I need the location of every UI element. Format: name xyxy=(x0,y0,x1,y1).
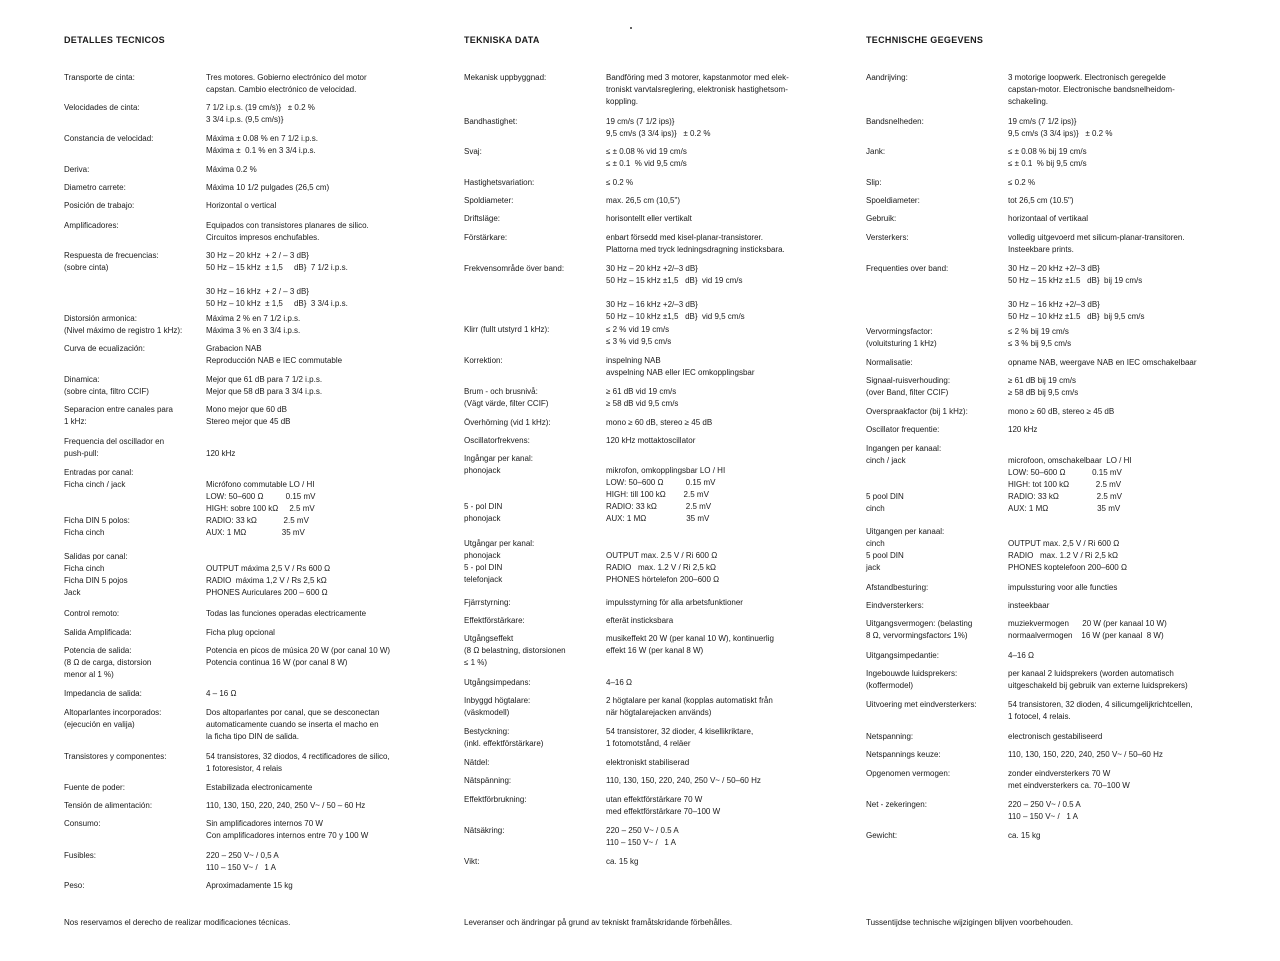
spec-label: Effektförstärkare: xyxy=(464,616,525,625)
spec-value: per kanaal 2 luidsprekers (worden automatisch uitgeschakeld bij gebruik van externe luidsprekers) xyxy=(1008,669,1188,690)
spec-label: Altoparlantes incorporados: (ejecución en valija) xyxy=(64,708,162,729)
spec-value: horizontaal of vertikaal xyxy=(1008,214,1089,223)
spec-value: 19 cm/s (7 1/2 ips)} 9,5 cm/s (3 3/4 ips)} ± 0.2 % xyxy=(1008,117,1113,138)
spec-label: Diametro carrete: xyxy=(64,183,126,192)
spec-label: Tensión de alimentación: xyxy=(64,801,153,810)
spec-value: electronisch gestabiliseerd xyxy=(1008,732,1103,741)
spec-value: muziekvermogen 20 W (per kanaal 10 W) normaalvermogen 16 W (per kanaal 8 W) xyxy=(1008,619,1167,640)
spec-label: Control remoto: xyxy=(64,609,120,618)
spec-value: Máxima ± 0.08 % en 7 1/2 i.p.s. Máxima ± 0.1 % en 3 3/4 i.p.s. xyxy=(206,134,318,155)
spec-value: Mono mejor que 60 dB Stereo mejor que 45 dB xyxy=(206,405,291,426)
spec-value: Estabilizada electronicamente xyxy=(206,783,313,792)
spec-label: Ingangen per kanaal: cinch / jack 5 pool DIN cinch xyxy=(866,444,942,513)
spec-label: Consumo: xyxy=(64,819,101,828)
spec-value: 110, 130, 150, 220, 240, 250 V~ / 50–60 Hz xyxy=(1008,750,1163,759)
spec-value: 30 Hz – 20 kHz +2/–3 dB} 50 Hz – 15 kHz ±1,5 dB} vid 19 cm/s 30 Hz – 16 kHz +2/–3 dB} 50 Hz – 10 kHz ±1,5 dB} vid 9,5 cm/s xyxy=(606,264,745,321)
footnote: Tussentijdse technische wijzigingen blijven voorbehouden. xyxy=(866,918,1073,927)
spec-value: ≤ 0.2 % xyxy=(1008,178,1036,187)
spec-value: OUTPUT máxima 2,5 V / Rs 600 Ω RADIO máxima 1,2 V / Rs 2,5 kΩ PHONES Auriculares 200 – 600 Ω xyxy=(206,564,331,597)
footnote: Nos reservamos el derecho de realizar modificaciones técnicas. xyxy=(64,918,291,927)
spec-value: 54 transistoren, 32 dioden, 4 silicumgelijkrichtcellen, 1 fotocel, 4 relais. xyxy=(1008,700,1193,721)
spec-value: mikrofon, omkopplingsbar LO / HI LOW: 50–600 Ω 0.15 mV HIGH: till 100 kΩ 2.5 mV RADIO: 33 kΩ 2.5 mV AUX: 1 MΩ 35 mV xyxy=(606,466,726,523)
spec-value: ≥ 61 dB vid 19 cm/s ≥ 58 dB vid 9,5 cm/s xyxy=(606,387,679,408)
spec-value: 7 1/2 i.p.s. (19 cm/s)} ± 0.2 % 3 3/4 i.p.s. (9,5 cm/s)} xyxy=(206,103,315,124)
spec-label: Netspannings keuze: xyxy=(866,750,941,759)
spec-label: Transporte de cinta: xyxy=(64,73,135,82)
spec-value: ≤ 0.2 % xyxy=(606,178,634,187)
spec-value: 4–16 Ω xyxy=(606,678,632,687)
spec-value: 220 – 250 V~ / 0.5 A 110 – 150 V~ / 1 A xyxy=(606,826,679,847)
spec-label: Separacion entre canales para 1 kHz: xyxy=(64,405,173,426)
column-heading: TEKNISKA DATA xyxy=(464,35,540,45)
spec-label: Brum - och brusnivå: (Vägt värde, filter CCIF) xyxy=(464,387,549,408)
spec-label: Distorsión armonica: (Nivel máximo de registro 1 kHz): xyxy=(64,314,183,335)
spec-label: Spoeldiameter: xyxy=(866,196,920,205)
spec-label: Posición de trabajo: xyxy=(64,201,135,210)
spec-label: Bestyckning: (inkl. effektförstärkare) xyxy=(464,727,544,748)
spec-value: OUTPUT max. 2.5 V / Ri 600 Ω RADIO max. 1.2 V / Ri 2,5 kΩ PHONES hörtelefon 200–600 Ω xyxy=(606,551,720,584)
spec-value: max. 26,5 cm (10,5") xyxy=(606,196,680,205)
spec-label: Transistores y componentes: xyxy=(64,752,167,761)
spec-label: Uitgangsimpedantie: xyxy=(866,651,939,660)
spec-label: Bandhastighet: xyxy=(464,117,518,126)
spec-value: ≤ ± 0.08 % vid 19 cm/s ≤ ± 0.1 % vid 9,5 cm/s xyxy=(606,147,687,168)
column-spanish xyxy=(64,0,444,961)
spec-value: utan effektförstärkare 70 W med effektförstärkare 70–100 W xyxy=(606,795,721,816)
spec-label: Slip: xyxy=(866,178,882,187)
spec-label: Salida Amplificada: xyxy=(64,628,132,637)
spec-label: Frequencia del oscillador en push-pull: xyxy=(64,437,165,458)
spec-value: Máxima 10 1/2 pulgades (26,5 cm) xyxy=(206,183,330,192)
spec-label: Versterkers: xyxy=(866,233,909,242)
spec-value: impulssturing voor alle functies xyxy=(1008,583,1118,592)
spec-label: Constancia de velocidad: xyxy=(64,134,154,143)
spec-value: Máxima 0.2 % xyxy=(206,165,257,174)
spec-label: Klirr (fullt utstyrd 1 kHz): xyxy=(464,325,550,334)
spec-label: Curva de ecualización: xyxy=(64,344,145,353)
spec-label: Vervormingsfactor: (voluitsturing 1 kHz) xyxy=(866,327,937,348)
spec-value: musikeffekt 20 W (per kanal 10 W), kontinuerlig effekt 16 W (per kanal 8 W) xyxy=(606,634,774,655)
spec-value: 110, 130, 150, 220, 240, 250 V~ / 50–60 Hz xyxy=(606,776,761,785)
spec-label: Nätsäkring: xyxy=(464,826,505,835)
spec-value: insteekbaar xyxy=(1008,601,1050,610)
spec-label: Inbyggd högtalare: (väskmodell) xyxy=(464,696,531,717)
footnote: Leveranser och ändringar på grund av tekniskt framåtskridande förbehålles. xyxy=(464,918,733,927)
spec-value: Horizontal o vertical xyxy=(206,201,277,210)
spec-label: Frequenties over band: xyxy=(866,264,949,273)
spec-value: 110, 130, 150, 220, 240, 250 V~ / 50 – 60 Hz xyxy=(206,801,366,810)
spec-label: Utgångsimpedans: xyxy=(464,678,531,687)
spec-value: ≤ ± 0.08 % bij 19 cm/s ≤ ± 0.1 % bij 9,5 cm/s xyxy=(1008,147,1087,168)
spec-label: Korrektion: xyxy=(464,356,503,365)
spec-value: 30 Hz – 20 kHz +2/–3 dB} 50 Hz – 15 kHz ±1.5 dB} bij 19 cm/s 30 Hz – 16 kHz +2/–3 dB} 50 Hz – 10 kHz ±1.5 dB} bij 9,5 cm/s xyxy=(1008,264,1145,321)
spec-label: Potencia de salida: (8 Ω de carga, distorsion menor al 1 %) xyxy=(64,646,152,679)
spec-label: Deriva: xyxy=(64,165,90,174)
spec-value: ca. 15 kg xyxy=(606,857,639,866)
spec-label: Opgenomen vermogen: xyxy=(866,769,951,778)
spec-label: Fjärrstyrning: xyxy=(464,598,511,607)
spec-label: Netspanning: xyxy=(866,732,914,741)
spec-value: 19 cm/s (7 1/2 ips)} 9,5 cm/s (3 3/4 ips)} ± 0.2 % xyxy=(606,117,711,138)
spec-label: Fusibles: xyxy=(64,851,97,860)
spec-label: Afstandbesturing: xyxy=(866,583,929,592)
spec-label: Driftsläge: xyxy=(464,214,501,223)
spec-value: microfoon, omschakelbaar LO / HI LOW: 50–600 Ω 0.15 mV HIGH: tot 100 kΩ 2.5 mV RADIO: 33 kΩ 2.5 mV AUX: 1 MΩ 35 mV xyxy=(1008,456,1132,513)
spec-value: 4–16 Ω xyxy=(1008,651,1034,660)
spec-label: Frekvensområde över band: xyxy=(464,264,565,273)
column-heading: DETALLES TECNICOS xyxy=(64,35,165,45)
spec-value: 120 kHz xyxy=(206,449,236,458)
spec-value: elektroniskt stabiliserad xyxy=(606,758,690,767)
spec-label: Salidas por canal: Ficha cinch Ficha DIN 5 pojos Jack xyxy=(64,552,128,597)
spec-value: Aproximadamente 15 kg xyxy=(206,881,293,890)
spec-value: 4 – 16 Ω xyxy=(206,689,237,698)
spec-label: Utgångseffekt (8 Ω belastning, distorsionen ≤ 1 %) xyxy=(464,634,566,667)
spec-value: Bandföring med 3 motorer, kapstanmotor med elek- troniskt varvtalsreglering, elektronisk hastighetsom- koppling. xyxy=(606,73,789,106)
spec-label: Bandsnelheden: xyxy=(866,117,924,126)
spec-value: 220 – 250 V~ / 0.5 A 110 – 150 V~ / 1 A xyxy=(1008,800,1081,821)
spec-label: Uitgangen per kanaal: cinch 5 pool DIN jack xyxy=(866,527,945,572)
spec-value: 3 motorige loopwerk. Electronisch geregelde capstan-motor. Electronische bandsnelheidom- schakeling. xyxy=(1008,73,1175,106)
spec-label: Nätspänning: xyxy=(464,776,512,785)
column-swedish xyxy=(464,0,844,961)
spec-label: Fuente de poder: xyxy=(64,783,125,792)
spec-label: Dinamica: (sobre cinta, filtro CCIF) xyxy=(64,375,149,396)
spec-value: zonder eindversterkers 70 W met eindversterkers ca. 70–100 W xyxy=(1008,769,1130,790)
spec-value: opname NAB, weergave NAB en IEC omschakelbaar xyxy=(1008,358,1197,367)
spec-label: Eindversterkers: xyxy=(866,601,924,610)
spec-value: 2 högtalare per kanal (kopplas automatiskt från när högtalarejacken används) xyxy=(606,696,773,717)
column-heading: TECHNISCHE GEGEVENS xyxy=(866,35,984,45)
spec-value: impulsstyrning för alla arbetsfunktioner xyxy=(606,598,743,607)
spec-label: Uitvoering met eindversterkers: xyxy=(866,700,977,709)
spec-label: Overspraakfactor (bij 1 kHz): xyxy=(866,407,968,416)
spec-label: Hastighetsvariation: xyxy=(464,178,535,187)
spec-label: Impedancia de salida: xyxy=(64,689,142,698)
spec-label: Oscillatorfrekvens: xyxy=(464,436,530,445)
spec-label: Ingångar per kanal: phonojack 5 - pol DIN phonojack xyxy=(464,454,533,523)
spec-value: inspelning NAB avspelning NAB eller IEC omkopplingsbar xyxy=(606,356,755,377)
spec-label: Förstärkare: xyxy=(464,233,508,242)
spec-value: Mejor que 61 dB para 7 1/2 i.p.s. Mejor que 58 dB para 3 3/4 i.p.s. xyxy=(206,375,323,396)
spec-value: 54 transistorer, 32 dioder, 4 kisellikriktare, 1 fotomotstånd, 4 reläer xyxy=(606,727,754,748)
spec-value: OUTPUT max. 2,5 V / Ri 600 Ω RADIO max. 1.2 V / Ri 2,5 kΩ PHONES koptelefoon 200–600 Ω xyxy=(1008,539,1127,572)
spec-label: Överhörning (vid 1 kHz): xyxy=(464,418,551,427)
spec-value: Grabacion NAB Reproducción NAB e IEC commutable xyxy=(206,344,343,365)
spec-label: Respuesta de frecuencias: (sobre cinta) xyxy=(64,251,159,272)
spec-value: Tres motores. Gobierno electrónico del motor capstan. Cambio electrónico de velocidad. xyxy=(206,73,367,94)
spec-value: ca. 15 kg xyxy=(1008,831,1041,840)
spec-label: Normalisatie: xyxy=(866,358,913,367)
spec-label: Svaj: xyxy=(464,147,482,156)
spec-label: Spoldiameter: xyxy=(464,196,514,205)
spec-label: Net - zekeringen: xyxy=(866,800,927,809)
spec-label: Oscillator frequentie: xyxy=(866,425,940,434)
spec-value: 54 transistores, 32 diodos, 4 rectificadores de silico, 1 fotoresistor, 4 relais xyxy=(206,752,390,773)
spec-value: enbart försedd med kisel-planar-transistorer. Plattorna med tryck ledningsdragning insticksbara. xyxy=(606,233,785,254)
spec-label: Signaal-ruisverhouding: (over Band, filter CCIF) xyxy=(866,376,951,397)
spec-value: Dos altoparlantes por canal, que se desconectan automaticamente cuando se inserta el macho en la ficha tipo DIN de salida. xyxy=(206,708,380,741)
spec-label: Uitgangsvermogen: (belasting 8 Ω, vervormingsfactor≤ 1%) xyxy=(866,619,973,640)
spec-value: Ficha plug opcional xyxy=(206,628,275,637)
spec-label: Gewicht: xyxy=(866,831,898,840)
spec-label: Entradas por canal: Ficha cinch / jack Ficha DIN 5 polos: Ficha cinch xyxy=(64,468,134,537)
spec-value: Potencia en picos de música 20 W (por canal 10 W) Potencia continua 16 W (por canal 8 W) xyxy=(206,646,391,667)
spec-value: ≤ 2 % vid 19 cm/s ≤ 3 % vid 9,5 cm/s xyxy=(606,325,672,346)
spec-label: Mekanisk uppbyggnad: xyxy=(464,73,547,82)
spec-label: Effektförbrukning: xyxy=(464,795,527,804)
spec-label: Ingebouwde luidsprekers: (koffermodel) xyxy=(866,669,958,690)
spec-label: Amplificadores: xyxy=(64,221,119,230)
spec-value: mono ≥ 60 dB, stereo ≥ 45 dB xyxy=(1008,407,1115,416)
spec-value: horisontellt eller vertikalt xyxy=(606,214,692,223)
spec-label: Nätdel: xyxy=(464,758,490,767)
spec-label: Peso: xyxy=(64,881,85,890)
spec-value: Máxima 2 % en 7 1/2 i.p.s. Máxima 3 % en 3 3/4 i.p.s. xyxy=(206,314,301,335)
spec-value: tot 26,5 cm (10.5") xyxy=(1008,196,1074,205)
spec-value: 220 – 250 V~ / 0,5 A 110 – 150 V~ / 1 A xyxy=(206,851,279,872)
spec-value: Equipados con transistores planares de silico. Circuitos impresos enchufables. xyxy=(206,221,369,242)
spec-value: 120 kHz xyxy=(1008,425,1038,434)
spec-label: Velocidades de cinta: xyxy=(64,103,140,112)
spec-value: mono ≥ 60 dB, stereo ≥ 45 dB xyxy=(606,418,713,427)
spec-value: Todas las funciones operadas electricamente xyxy=(206,609,367,618)
spec-label: Vikt: xyxy=(464,857,480,866)
spec-value: Sin amplificadores internos 70 W Con amplificadores internos entre 70 y 100 W xyxy=(206,819,369,840)
spec-label: Utgångar per kanal: phonojack 5 - pol DIN telefonjack xyxy=(464,539,535,584)
spec-value: Micrófono commutable LO / HI LOW: 50–600 Ω 0.15 mV HIGH: sobre 100 kΩ 2.5 mV RADIO: 33 kΩ 2.5 mV AUX: 1 MΩ 35 mV xyxy=(206,480,316,537)
spec-label: Gebruik: xyxy=(866,214,897,223)
spec-label: Aandrijving: xyxy=(866,73,908,82)
column-dutch xyxy=(866,0,1256,961)
spec-value: 120 kHz mottaktoscillator xyxy=(606,436,696,445)
spec-label: Jank: xyxy=(866,147,886,156)
spec-value: ≥ 61 dB bij 19 cm/s ≥ 58 dB bij 9,5 cm/s xyxy=(1008,376,1079,397)
spec-value: volledig uitgevoerd met silicum-planar-transitoren. Insteekbare prints. xyxy=(1008,233,1185,254)
spec-value: efterät insticksbara xyxy=(606,616,674,625)
spec-value: ≤ 2 % bij 19 cm/s ≤ 3 % bij 9,5 cm/s xyxy=(1008,327,1072,348)
spec-value: 30 Hz – 20 kHz + 2 / – 3 dB} 50 Hz – 15 kHz ± 1,5 dB} 7 1/2 i.p.s. 30 Hz – 16 kHz + 2 / – 3 dB} 50 Hz – 10 kHz ± 1,5 dB} 3 3/4 i.p.s. xyxy=(206,251,348,308)
